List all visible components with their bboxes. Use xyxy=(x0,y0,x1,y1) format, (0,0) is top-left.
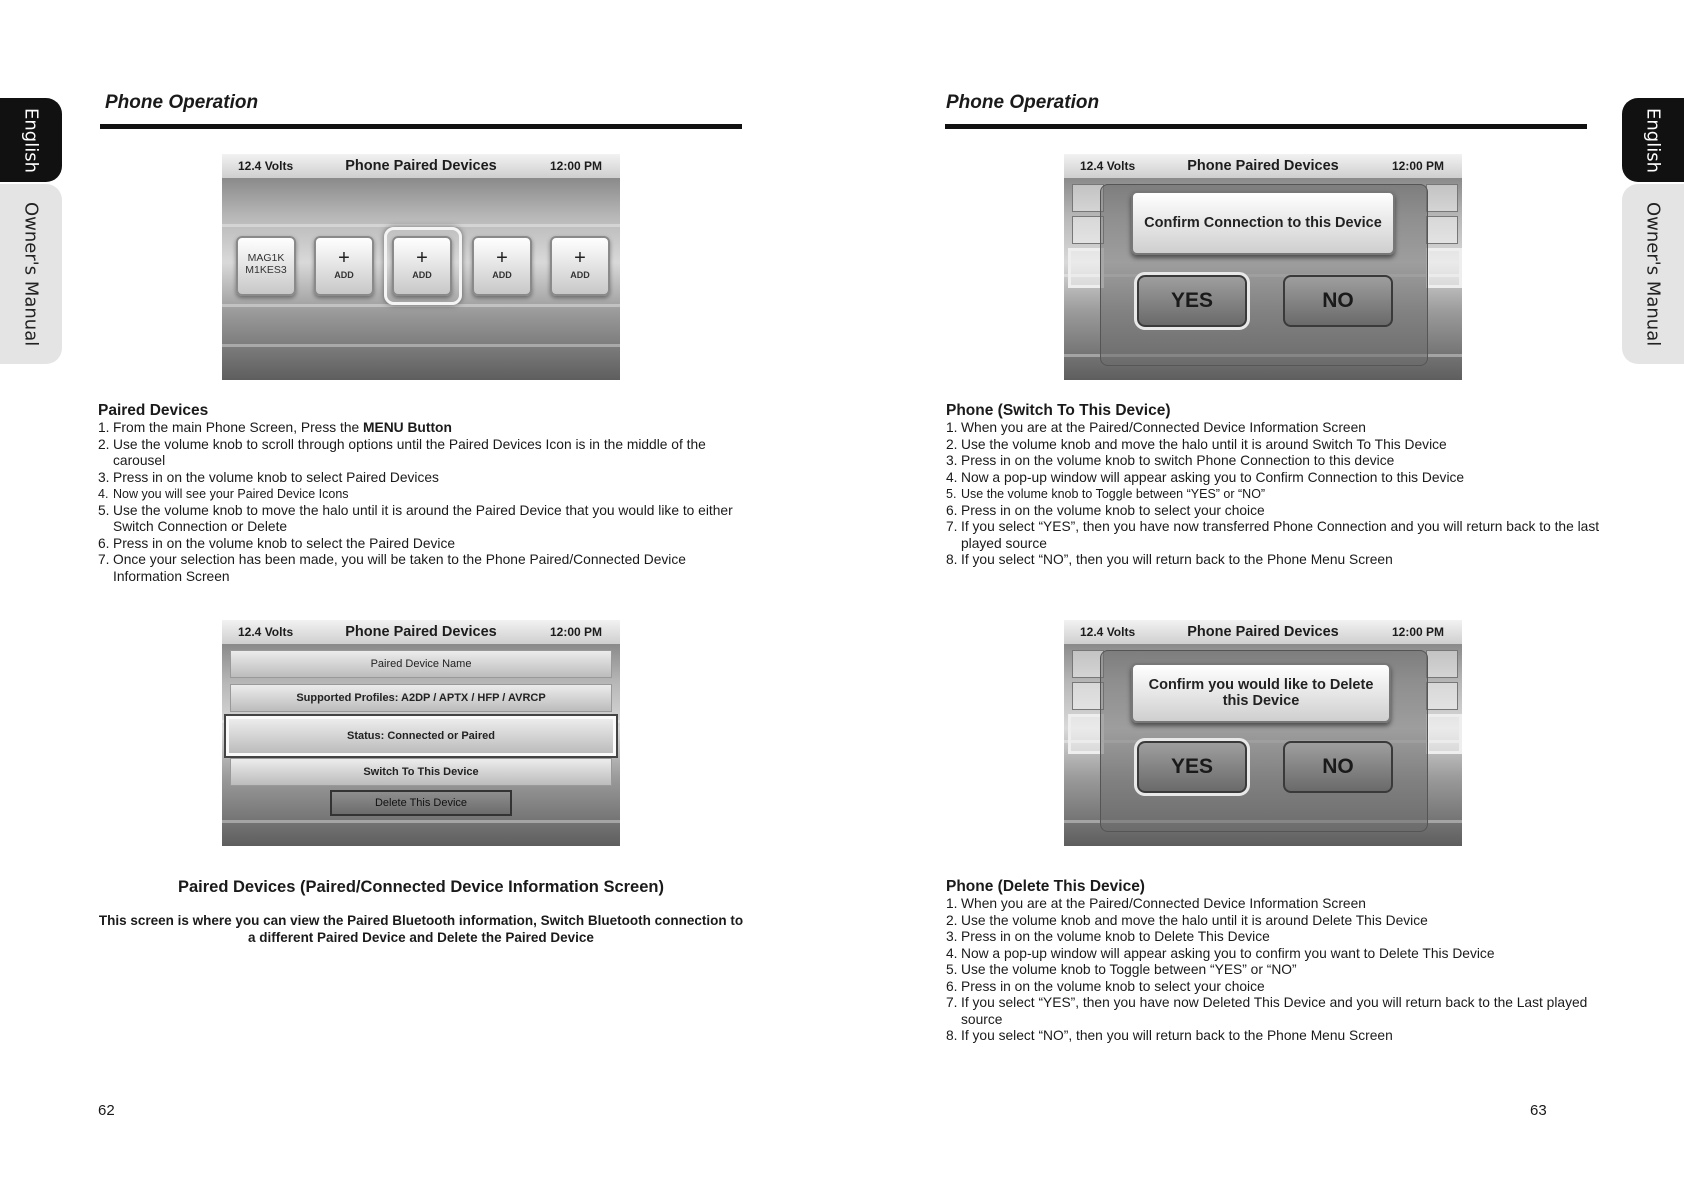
section-heading: Phone (Delete This Device) xyxy=(946,878,1145,895)
page-title-right: Phone Operation xyxy=(946,92,1100,113)
manual-tab-label: Owner's Manual xyxy=(20,201,42,347)
add-device-button[interactable] xyxy=(314,236,374,296)
yes-button[interactable]: YES xyxy=(1137,741,1247,793)
confirm-delete-screen xyxy=(1064,620,1462,846)
status-bar xyxy=(222,154,620,178)
step-item: 3. Press in on the volume knob to Delete This Device xyxy=(946,929,1270,944)
screen-title: Phone Paired Devices xyxy=(345,158,497,174)
section-heading: Phone (Switch To This Device) xyxy=(946,402,1171,419)
plus-icon: + xyxy=(338,247,350,269)
step-item: 3. Press in on the volume knob to select Paired Devices xyxy=(98,469,439,485)
add-label: ADD xyxy=(492,270,512,280)
manual-tab-right xyxy=(1622,184,1684,364)
plus-icon: + xyxy=(574,247,586,269)
no-button[interactable]: NO xyxy=(1283,741,1393,793)
clock: 12:00 PM xyxy=(549,159,602,173)
language-tab-left xyxy=(0,98,62,182)
add-device-button[interactable] xyxy=(550,236,610,296)
steps-list xyxy=(98,420,748,585)
supported-profiles-row: Supported Profiles: A2DP / APTX / HFP / AVRCP xyxy=(230,684,612,712)
status-bar xyxy=(222,620,620,644)
add-label: ADD xyxy=(570,270,590,280)
manual-tab-left xyxy=(0,184,62,364)
voltage-readout: 12.4 Volts xyxy=(238,625,294,639)
step-item: 7. Once your selection has been made, you will be taken to the Phone Paired/Connected Device Information Screen xyxy=(98,552,686,584)
voltage-readout: 12.4 Volts xyxy=(1080,159,1136,173)
plus-icon: + xyxy=(416,247,428,269)
info-screen-heading: Paired Devices (Paired/Connected Device Information Screen) xyxy=(177,878,664,896)
plus-icon: + xyxy=(496,247,508,269)
step-item: 6. Press in on the volume knob to select the Paired Device xyxy=(98,535,456,551)
title-rule-right xyxy=(945,124,1587,129)
switch-device-section xyxy=(946,402,1606,569)
step-item: 8. If you select “NO”, then you will return back to the Phone Menu Screen xyxy=(946,1028,1393,1043)
step-item: 2. Use the volume knob and move the halo until it is around Delete This Device xyxy=(946,912,1428,928)
step-item: 1. From the main Phone Screen, Press the MENU Button xyxy=(98,420,452,435)
step-item: 5. Use the volume knob to Toggle between “YES” or “NO” xyxy=(946,487,1266,501)
step-item: 5. Use the volume knob to Toggle between “YES” or “NO” xyxy=(946,962,1297,977)
step-item: 8. If you select “NO”, then you will return back to the Phone Menu Screen xyxy=(946,552,1393,567)
info-screen-description: This screen is where you can view the Paired Bluetooth information, Switch Bluetooth connection to a different Paired Device and Delete the Paired Device xyxy=(98,913,744,945)
switch-to-this-device-button[interactable]: Switch To This Device xyxy=(230,758,612,786)
manual-tab-label: Owner's Manual xyxy=(1642,201,1664,347)
device-info-screen xyxy=(222,620,620,846)
paired-device-name-row: Paired Device Name xyxy=(230,650,612,678)
steps-list xyxy=(946,896,1606,1045)
page-title-left: Phone Operation xyxy=(105,92,259,113)
step-item: 3. Press in on the volume knob to switch Phone Connection to this device xyxy=(946,453,1395,468)
confirm-popup xyxy=(1100,184,1428,366)
device-name-line-1: MAG1K xyxy=(247,252,285,264)
page-number-right: 63 xyxy=(1530,1102,1547,1119)
delete-device-section xyxy=(946,878,1606,1045)
yes-button[interactable]: YES xyxy=(1137,275,1247,327)
step-item: 7. If you select “YES”, then you have now transferred Phone Connection and you will return back to the last played source xyxy=(946,519,1600,551)
status-bar xyxy=(1064,620,1462,644)
title-rule-left xyxy=(100,124,742,129)
language-tab-right xyxy=(1622,98,1684,182)
language-tab-label: English xyxy=(20,107,42,173)
step-item: 2. Use the volume knob and move the halo until it is around Switch To This Device xyxy=(946,436,1447,452)
confirm-connection-screen xyxy=(1064,154,1462,380)
paired-devices-section xyxy=(98,402,748,585)
step-item: 1. When you are at the Paired/Connected Device Information Screen xyxy=(946,896,1366,911)
clock: 12:00 PM xyxy=(1391,625,1444,639)
step-item: 4. Now you will see your Paired Device Icons xyxy=(98,487,349,501)
add-device-button[interactable] xyxy=(392,236,452,296)
confirm-popup xyxy=(1100,650,1428,832)
clock: 12:00 PM xyxy=(549,625,602,639)
voltage-readout: 12.4 Volts xyxy=(1080,625,1136,639)
paired-devices-carousel-screen xyxy=(222,154,620,380)
add-label: ADD xyxy=(412,270,432,280)
language-tab-label: English xyxy=(1642,107,1664,173)
step-item: 4. Now a pop-up window will appear asking you to Confirm Connection to this Device xyxy=(946,469,1465,485)
screen-title: Phone Paired Devices xyxy=(345,624,497,640)
step-item: 6. Press in on the volume knob to select your choice xyxy=(946,502,1265,518)
status-bar xyxy=(1064,154,1462,178)
step-item: 7. If you select “YES”, then you have now Deleted This Device and you will return back to the Last played source xyxy=(946,995,1588,1027)
screen-title: Phone Paired Devices xyxy=(1187,158,1339,174)
device-name-line-2: M1KES3 xyxy=(245,264,287,276)
section-heading: Paired Devices xyxy=(98,402,209,419)
voltage-readout: 12.4 Volts xyxy=(238,159,294,173)
step-item: 2. Use the volume knob to scroll through options until the Paired Devices Icon is in the middle of the carousel xyxy=(98,436,706,468)
add-device-button[interactable] xyxy=(472,236,532,296)
steps-list xyxy=(946,420,1606,569)
delete-this-device-button[interactable]: Delete This Device xyxy=(330,790,512,816)
confirm-delete-prompt: Confirm you would like to Delete this Device xyxy=(1131,663,1391,723)
confirm-connection-prompt: Confirm Connection to this Device xyxy=(1131,191,1395,255)
status-row: Status: Connected or Paired xyxy=(226,716,616,756)
screen-title: Phone Paired Devices xyxy=(1187,624,1339,640)
step-item: 1. When you are at the Paired/Connected Device Information Screen xyxy=(946,420,1366,435)
step-item: 5. Use the volume knob to move the halo until it is around the Paired Device that you would like to either Switch Connection or Delete xyxy=(98,502,733,534)
step-item: 4. Now a pop-up window will appear asking you to confirm you want to Delete This Device xyxy=(946,945,1495,961)
clock: 12:00 PM xyxy=(1391,159,1444,173)
step-item: 6. Press in on the volume knob to select your choice xyxy=(946,978,1265,994)
page-number-left: 62 xyxy=(98,1102,115,1119)
paired-device-icon[interactable] xyxy=(236,236,296,296)
no-button[interactable]: NO xyxy=(1283,275,1393,327)
add-label: ADD xyxy=(334,270,354,280)
